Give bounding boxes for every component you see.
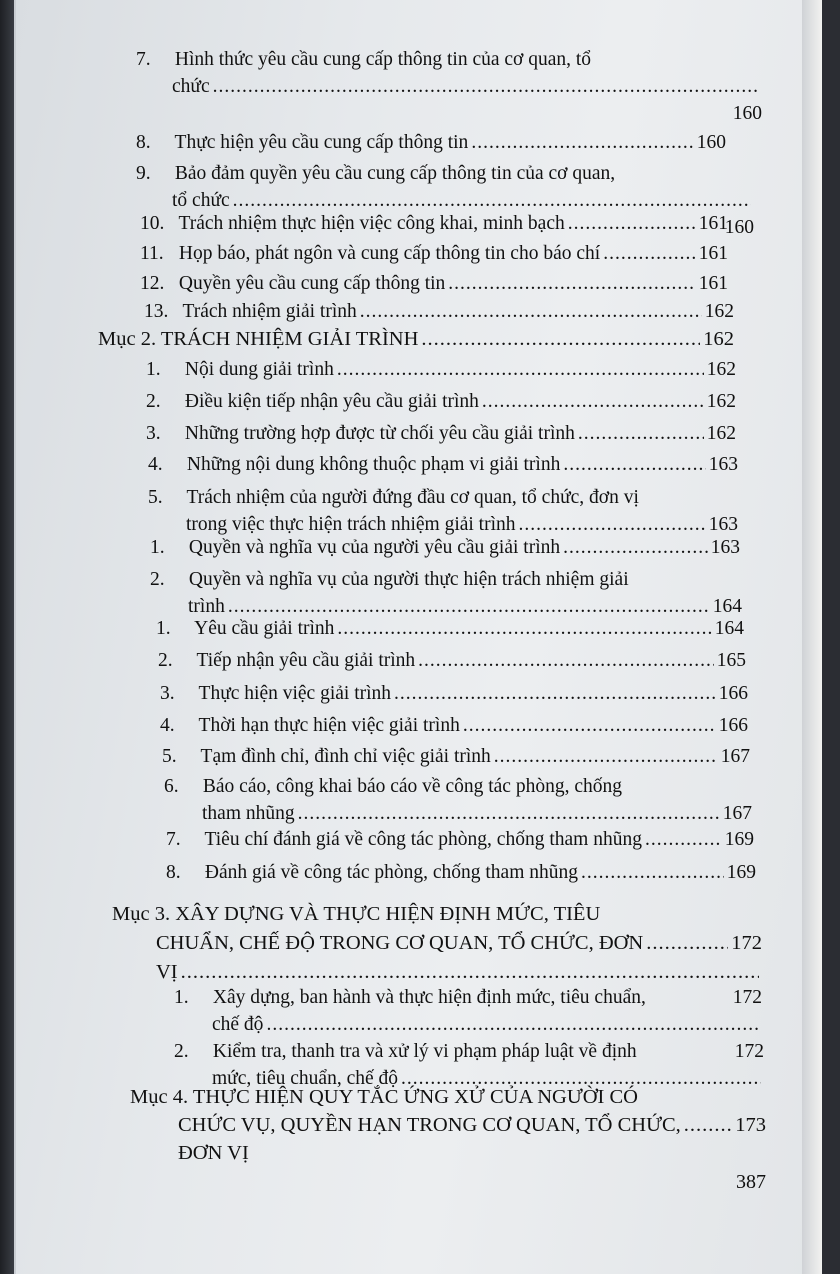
section-title-line: CHUẨN, CHẾ ĐỘ TRONG CƠ QUAN, TỔ CHỨC, ĐƠN: [156, 932, 644, 954]
entry-number: 8.: [136, 132, 151, 153]
entry-number: 2.: [146, 391, 161, 412]
entry-title-line: Quyền và nghĩa vụ của người yêu cầu giải trình: [188, 537, 561, 558]
section-number: Mục 2.: [98, 328, 157, 350]
entry-page: 167: [720, 746, 750, 767]
section-title-line: XÂY DỰNG VÀ THỰC HIỆN ĐỊNH MỨC, TIÊU: [175, 903, 601, 925]
entry-title-line: Xây dựng, ban hành và thực hiện định mức, tiêu chuẩn,: [212, 987, 646, 1008]
section-title-line: CHỨC VỤ, QUYỀN HẠN TRONG CƠ QUAN, TỔ CHỨC,: [178, 1114, 681, 1136]
entry-number: 1.: [150, 537, 165, 558]
toc-entry: [146, 356, 736, 383]
toc-entry: [160, 680, 748, 707]
toc-entry: [162, 743, 750, 770]
entry-title-line: Báo cáo, công khai báo cáo về công tác phòng, chống: [202, 776, 622, 797]
entry-title-line: mức, tiêu chuẩn, chế độ: [212, 1068, 399, 1089]
entry-title-line: Thực hiện việc giải trình: [198, 683, 392, 704]
entry-page: 164: [714, 618, 744, 639]
section-title-line: ĐƠN VỊ: [178, 1142, 249, 1164]
toc-section: [98, 326, 734, 353]
toc-entry: [140, 270, 728, 297]
section-title-line: TRÁCH NHIỆM GIẢI TRÌNH: [160, 328, 419, 350]
entry-page: 162: [703, 328, 734, 350]
entry-title-line: tham nhũng: [202, 803, 295, 824]
entry-title-line: Thực hiện yêu cầu cung cấp thông tin: [174, 132, 469, 153]
toc-section: [130, 1083, 766, 1167]
entry-number: 11.: [140, 243, 164, 264]
section-title-line: THỰC HIỆN QUY TẮC ỨNG XỬ CỦA NGƯỜI CÓ: [192, 1086, 638, 1108]
entry-page: 163: [708, 454, 738, 475]
toc-entry: [144, 298, 734, 325]
entry-title-line: trong việc thực hiện trách nhiệm giải trình: [186, 514, 516, 535]
toc-entry: [136, 129, 726, 156]
entry-page: 169: [726, 862, 756, 883]
entry-number: 7.: [166, 829, 181, 850]
entry-page: 172: [731, 932, 762, 954]
toc-entry: [146, 388, 736, 415]
toc-entry: [158, 647, 746, 674]
toc-entry: [148, 484, 738, 538]
entry-page: 161: [698, 213, 728, 234]
entry-number: 8.: [166, 862, 181, 883]
toc-entry: [156, 615, 744, 642]
entry-page: 172: [732, 987, 762, 1008]
entry-page: 165: [716, 650, 746, 671]
entry-title-line: Họp báo, phát ngôn và cung cấp thông tin cho báo chí: [178, 243, 601, 264]
entry-title-line: Những nội dung không thuộc phạm vi giải trình: [186, 454, 561, 475]
entry-page: 163: [710, 537, 740, 558]
entry-page: 164: [712, 596, 742, 617]
entry-title-line: Nội dung giải trình: [184, 359, 334, 380]
toc-entry: [146, 420, 736, 447]
entry-title-line: Trách nhiệm của người đứng đầu cơ quan, tổ chức, đơn vị: [186, 487, 639, 508]
entry-page: 173: [735, 1114, 766, 1136]
entry-number: 1.: [156, 618, 171, 639]
entry-number: 4.: [160, 715, 175, 736]
entry-page: 166: [718, 683, 748, 704]
toc-entry: [174, 984, 762, 1038]
entry-title-line: Tiếp nhận yêu cầu giải trình: [196, 650, 416, 671]
toc-entry: [140, 210, 728, 237]
entry-number: 1.: [174, 987, 189, 1008]
entry-page: 163: [708, 514, 738, 535]
section-number: Mục 3.: [112, 903, 171, 925]
entry-title-line: trình: [188, 596, 225, 617]
toc-entry: [148, 451, 738, 478]
toc-section: [112, 900, 762, 987]
entry-number: 2.: [150, 569, 165, 590]
entry-title-line: chế độ: [212, 1014, 264, 1035]
entry-title-line: Bảo đảm quyền yêu cầu cung cấp thông tin của cơ quan,: [174, 163, 616, 184]
entry-number: 5.: [148, 487, 163, 508]
entry-number: 3.: [160, 683, 175, 704]
page-edge: [802, 0, 822, 1274]
entry-title-line: Hình thức yêu cầu cung cấp thông tin của cơ quan, tổ: [174, 49, 592, 70]
entry-title-line: Tạm đình chỉ, đình chỉ việc giải trình: [200, 746, 491, 767]
entry-number: 2.: [158, 650, 173, 671]
entry-title-line: Thời hạn thực hiện việc giải trình: [198, 715, 460, 736]
entry-page: 166: [718, 715, 748, 736]
entry-title-line: Tiêu chí đánh giá về công tác phòng, chống tham nhũng: [204, 829, 642, 850]
entry-number: 6.: [164, 776, 179, 797]
toc-entry: [136, 46, 762, 127]
entry-page: 162: [706, 391, 736, 412]
entry-title-line: Trách nhiệm giải trình: [182, 301, 357, 322]
toc-entry: [160, 712, 748, 739]
entry-page: 160: [696, 132, 726, 153]
entry-page: 160: [732, 103, 762, 124]
entry-page: 161: [698, 243, 728, 264]
entry-title-line: Điều kiện tiếp nhận yêu cầu giải trình: [184, 391, 479, 412]
entry-page: 162: [706, 359, 736, 380]
toc-entry: [150, 534, 740, 561]
toc-entry: [166, 826, 754, 853]
entry-page: 162: [704, 301, 734, 322]
entry-page: 172: [734, 1041, 764, 1062]
entry-page: 169: [724, 829, 754, 850]
book-spine: [0, 0, 14, 1274]
entry-title-line: Quyền và nghĩa vụ của người thực hiện trách nhiệm giải: [188, 569, 629, 590]
entry-number: 13.: [144, 301, 169, 322]
page-number: 387: [736, 1171, 766, 1193]
toc-entry: [166, 859, 756, 886]
entry-number: 7.: [136, 49, 151, 70]
entry-number: 10.: [140, 213, 165, 234]
entry-number: 12.: [140, 273, 165, 294]
entry-page: 167: [722, 803, 752, 824]
entry-number: 9.: [136, 163, 151, 184]
entry-title-line: Yêu cầu giải trình: [194, 618, 335, 639]
entry-number: 3.: [146, 423, 161, 444]
toc-entry: [150, 566, 742, 620]
toc-entry: [140, 240, 728, 267]
entry-page: 162: [706, 423, 736, 444]
entry-number: 1.: [146, 359, 161, 380]
entry-title-line: Kiểm tra, thanh tra và xử lý vi phạm pháp luật về định: [212, 1041, 637, 1062]
section-title-line: VỊ: [156, 961, 178, 983]
entry-page: 161: [698, 273, 728, 294]
toc-entry: [164, 773, 752, 827]
entry-title-line: tổ chức: [172, 190, 230, 211]
entry-title-line: Quyền yêu cầu cung cấp thông tin: [178, 273, 446, 294]
entry-number: 4.: [148, 454, 163, 475]
section-number: Mục 4.: [130, 1086, 189, 1108]
entry-title-line: chức: [172, 76, 210, 97]
entry-number: 2.: [174, 1041, 189, 1062]
entry-number: 5.: [162, 746, 177, 767]
entry-page: 160: [724, 217, 754, 238]
entry-title-line: Trách nhiệm thực hiện việc công khai, minh bạch: [178, 213, 565, 234]
entry-title-line: Đánh giá về công tác phòng, chống tham nhũng: [204, 862, 578, 883]
entry-title-line: Những trường hợp được từ chối yêu cầu giải trình: [184, 423, 575, 444]
